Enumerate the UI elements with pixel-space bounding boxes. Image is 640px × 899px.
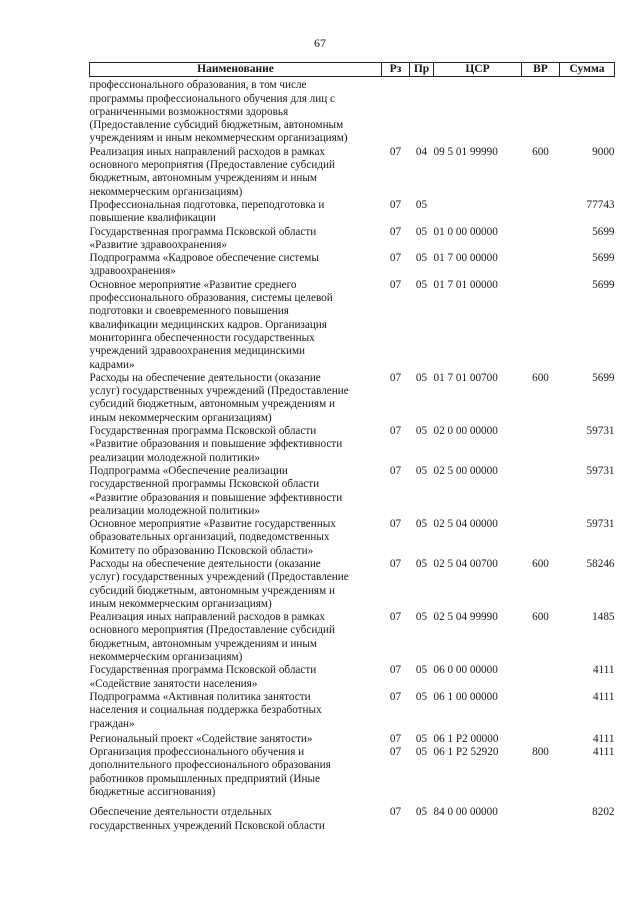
table-row	[90, 465, 615, 518]
row-name-line: граждан»	[89, 717, 135, 730]
row-csr: 06 1 P2 52920	[433, 746, 499, 759]
row-name-line: Организация профессионального обучения и	[89, 746, 305, 759]
row-name	[90, 465, 382, 518]
row-name-line: Государственная программа Псковской области	[89, 664, 317, 677]
row-csr: 06 1 P2 00000	[433, 732, 499, 745]
row-pr: 05	[415, 198, 428, 211]
row-sum: 4111	[592, 746, 615, 759]
row-name-line: реализации молодежной политики»	[89, 451, 260, 464]
row-rz: 07	[389, 746, 402, 759]
row-vr	[522, 465, 560, 518]
row-csr	[434, 77, 522, 146]
row-name	[90, 691, 382, 731]
row-name-line: Подпрограмма «Обеспечение реализации	[89, 464, 288, 477]
row-name-line: Региональный проект «Содействие занятости»	[89, 732, 313, 745]
row-rz: 07	[389, 145, 402, 158]
row-vr: 600	[532, 611, 549, 624]
header-name: Наименование	[90, 63, 382, 77]
row-name-line: «Содействие занятости населения»	[89, 677, 258, 690]
row-pr: 05	[415, 225, 428, 238]
row-name	[90, 746, 382, 799]
row-name-line: государственной программы Псковской области	[89, 478, 320, 491]
row-name-line: Подпрограмма «Кадровое обеспечение системы	[89, 252, 319, 265]
row-pr: 05	[415, 425, 428, 438]
row-rz: 07	[389, 732, 402, 745]
row-pr: 05	[415, 252, 428, 265]
table-body	[90, 77, 615, 833]
row-name	[90, 425, 382, 465]
row-name-line: учреждений здравоохранения медицинскими	[89, 345, 306, 358]
table-row	[90, 746, 615, 799]
row-csr: 02 5 00 00000	[433, 464, 498, 477]
row-vr	[522, 425, 560, 465]
row-name-line: Основное мероприятие «Развитие государственных	[89, 518, 336, 531]
row-name-line: Государственная программа Псковской области	[89, 225, 317, 238]
table-row	[90, 611, 615, 664]
row-rz: 07	[389, 557, 402, 570]
row-name-line: реализации молодежной политики»	[89, 504, 260, 517]
row-vr	[522, 199, 560, 226]
row-name-line: дополнительного профессионального образования	[89, 759, 331, 772]
row-name	[90, 146, 382, 199]
page-number: 67	[314, 36, 326, 50]
row-name-line: бюджетные ассигнования)	[89, 786, 216, 799]
row-vr	[522, 799, 560, 833]
row-csr	[434, 199, 522, 226]
row-rz: 07	[389, 664, 402, 677]
table-row	[90, 691, 615, 731]
table-row	[90, 279, 615, 372]
row-vr	[522, 77, 560, 146]
row-name-line: Обеспечение деятельности отдельных	[89, 806, 272, 819]
table-row	[90, 146, 615, 199]
row-rz: 07	[389, 371, 402, 384]
table-row	[90, 558, 615, 611]
row-name-line: мониторинга обеспеченности государственных	[89, 331, 315, 344]
row-csr: 01 0 00 00000	[433, 225, 498, 238]
row-csr: 02 5 04 99990	[433, 611, 498, 624]
table-header-row	[90, 63, 615, 77]
row-sum: 59731	[586, 425, 615, 438]
row-name-line: подготовки и своевременного повышения	[89, 305, 289, 318]
row-rz: 07	[389, 252, 402, 265]
row-vr: 600	[532, 145, 549, 158]
row-csr: 01 7 00 00000	[433, 252, 498, 265]
row-name-line: Комитету по образованию Псковской области»	[89, 544, 314, 557]
row-name	[90, 372, 382, 425]
row-name-line: бюджетным, автономным учреждениям и иным	[89, 172, 317, 185]
row-csr: 84 0 00 00000	[433, 806, 498, 819]
row-sum	[560, 77, 615, 146]
row-pr: 05	[415, 464, 428, 477]
row-sum: 59731	[586, 518, 615, 531]
row-rz	[382, 77, 410, 146]
row-name-line: некоммерческим организациям)	[89, 185, 243, 198]
row-vr: 800	[532, 746, 549, 759]
row-name-line: бюджетным, автономным учреждениям и иным	[89, 637, 317, 650]
row-name-line: здравоохранения»	[89, 265, 176, 278]
row-sum: 1485	[592, 611, 615, 624]
row-name-line: Основное мероприятие «Развитие среднего	[89, 278, 297, 291]
row-pr: 05	[415, 732, 428, 745]
row-pr	[410, 77, 434, 146]
table-row	[90, 425, 615, 465]
row-pr: 04	[415, 145, 428, 158]
table-row	[90, 372, 615, 425]
row-vr	[522, 226, 560, 253]
row-name-line: Расходы на обеспечение деятельности (оказание	[89, 557, 321, 570]
row-rz: 07	[389, 464, 402, 477]
row-name-line: государственных учреждений Псковской области	[89, 819, 325, 832]
row-sum: 5699	[592, 225, 615, 238]
row-name-line: работников промышленных предприятий (Иные	[89, 772, 320, 785]
row-name-line: Профессиональная подготовка, переподготовка и	[89, 198, 325, 211]
row-rz: 07	[389, 225, 402, 238]
row-sum: 8202	[592, 806, 615, 819]
row-name-line: программы профессионального обучения для лиц с	[89, 92, 335, 105]
row-name	[90, 77, 382, 146]
table-row	[90, 731, 615, 746]
row-csr: 02 5 04 00000	[433, 518, 498, 531]
row-vr: 600	[532, 557, 549, 570]
row-name-line: профессионального образования, системы целевой	[89, 292, 333, 305]
row-rz: 07	[389, 278, 402, 291]
row-sum: 4111	[592, 664, 615, 677]
row-name-line: ограниченными возможностями здоровья	[89, 105, 289, 118]
header-sum: Сумма	[560, 63, 615, 77]
budget-table	[89, 62, 615, 833]
row-pr: 05	[415, 371, 428, 384]
row-vr	[522, 664, 560, 691]
row-vr	[522, 252, 560, 279]
table-row	[90, 226, 615, 253]
row-sum: 9000	[592, 145, 615, 158]
row-name	[90, 664, 382, 691]
row-name-line: профессионального образования, в том числе	[89, 79, 307, 92]
row-csr: 06 0 00 00000	[433, 664, 498, 677]
row-vr	[522, 279, 560, 372]
row-vr	[522, 691, 560, 731]
row-rz: 07	[389, 611, 402, 624]
row-rz: 07	[389, 690, 402, 703]
row-rz: 07	[389, 806, 402, 819]
row-sum: 4111	[592, 732, 615, 745]
row-name	[90, 611, 382, 664]
row-name	[90, 199, 382, 226]
header-pr: Пр	[410, 63, 434, 77]
row-name-line: повышение квалификации	[89, 212, 216, 225]
row-vr	[522, 731, 560, 746]
row-name	[90, 252, 382, 279]
row-vr: 600	[532, 371, 549, 384]
row-csr: 02 0 00 00000	[433, 425, 498, 438]
row-sum: 5699	[592, 371, 615, 384]
row-name	[90, 799, 382, 833]
row-rz: 07	[389, 518, 402, 531]
row-pr: 05	[415, 746, 428, 759]
row-name-line: Реализация иных направлений расходов в рамках	[89, 611, 326, 624]
row-name-line: населения и социальная поддержка безработных	[89, 704, 322, 717]
row-name-line: Расходы на обеспечение деятельности (оказание	[89, 371, 321, 384]
row-name-line: основного мероприятия (Предоставление субсидий	[89, 159, 335, 172]
row-name-line: образовательных организаций, подведомственных	[89, 531, 330, 544]
row-name-line: субсидий бюджетным, автономным учреждениям и	[89, 584, 335, 597]
row-name-line: «Развитие образования и повышение эффективности	[89, 438, 343, 451]
row-name-line: иным некоммерческим организациям)	[89, 597, 272, 610]
row-sum: 5699	[592, 252, 615, 265]
row-sum: 5699	[592, 278, 615, 291]
row-sum: 4111	[592, 690, 615, 703]
row-name-line: субсидий бюджетным, автономным учреждениям и	[89, 398, 335, 411]
row-csr: 06 1 00 00000	[433, 690, 498, 703]
table-row	[90, 252, 615, 279]
table-row	[90, 77, 615, 146]
row-name	[90, 279, 382, 372]
row-name-line: кадрами»	[89, 358, 135, 371]
row-name	[90, 518, 382, 558]
row-name-line: Государственная программа Псковской области	[89, 425, 317, 438]
row-pr: 05	[415, 611, 428, 624]
header-csr: ЦСР	[434, 63, 522, 77]
row-name-line: «Развитие здравоохранения»	[89, 238, 228, 251]
row-name-line: учреждениям и иным некоммерческим организациям)	[89, 132, 348, 145]
table-row	[90, 199, 615, 226]
row-rz: 07	[389, 425, 402, 438]
row-name	[90, 558, 382, 611]
row-csr: 09 5 01 99990	[433, 145, 498, 158]
table-row	[90, 664, 615, 691]
row-pr: 05	[415, 806, 428, 819]
row-pr: 05	[415, 518, 428, 531]
row-name-line: Подпрограмма «Активная политика занятости	[89, 690, 311, 703]
row-name-line: Реализация иных направлений расходов в рамках	[89, 145, 326, 158]
row-pr: 05	[415, 664, 428, 677]
row-name-line: услуг) государственных учреждений (Предоставление	[89, 571, 349, 584]
row-csr: 01 7 01 00000	[433, 278, 498, 291]
row-sum: 77743	[586, 198, 615, 211]
header-rz: Рз	[382, 63, 410, 77]
row-name-line: (Предоставление субсидий бюджетным, автономным	[89, 119, 344, 132]
row-sum: 59731	[586, 464, 615, 477]
row-name-line: «Развитие образования и повышение эффективности	[89, 491, 343, 504]
header-vr: ВР	[522, 63, 560, 77]
row-name-line: некоммерческим организациям)	[89, 651, 243, 664]
row-csr: 01 7 01 00700	[433, 371, 498, 384]
row-name-line: основного мероприятия (Предоставление субсидий	[89, 624, 335, 637]
row-pr: 05	[415, 278, 428, 291]
row-name	[90, 731, 382, 746]
row-name-line: услуг) государственных учреждений (Предоставление	[89, 385, 349, 398]
row-pr: 05	[415, 557, 428, 570]
row-csr: 02 5 04 00700	[433, 557, 498, 570]
table-row	[90, 799, 615, 833]
row-name-line: квалификации медицинских кадров. Организация	[89, 318, 327, 331]
table-row	[90, 518, 615, 558]
row-sum: 58246	[586, 557, 615, 570]
row-pr: 05	[415, 690, 428, 703]
row-rz: 07	[389, 198, 402, 211]
row-name	[90, 226, 382, 253]
row-name-line: иным некоммерческим организациям)	[89, 411, 272, 424]
row-vr	[522, 518, 560, 558]
